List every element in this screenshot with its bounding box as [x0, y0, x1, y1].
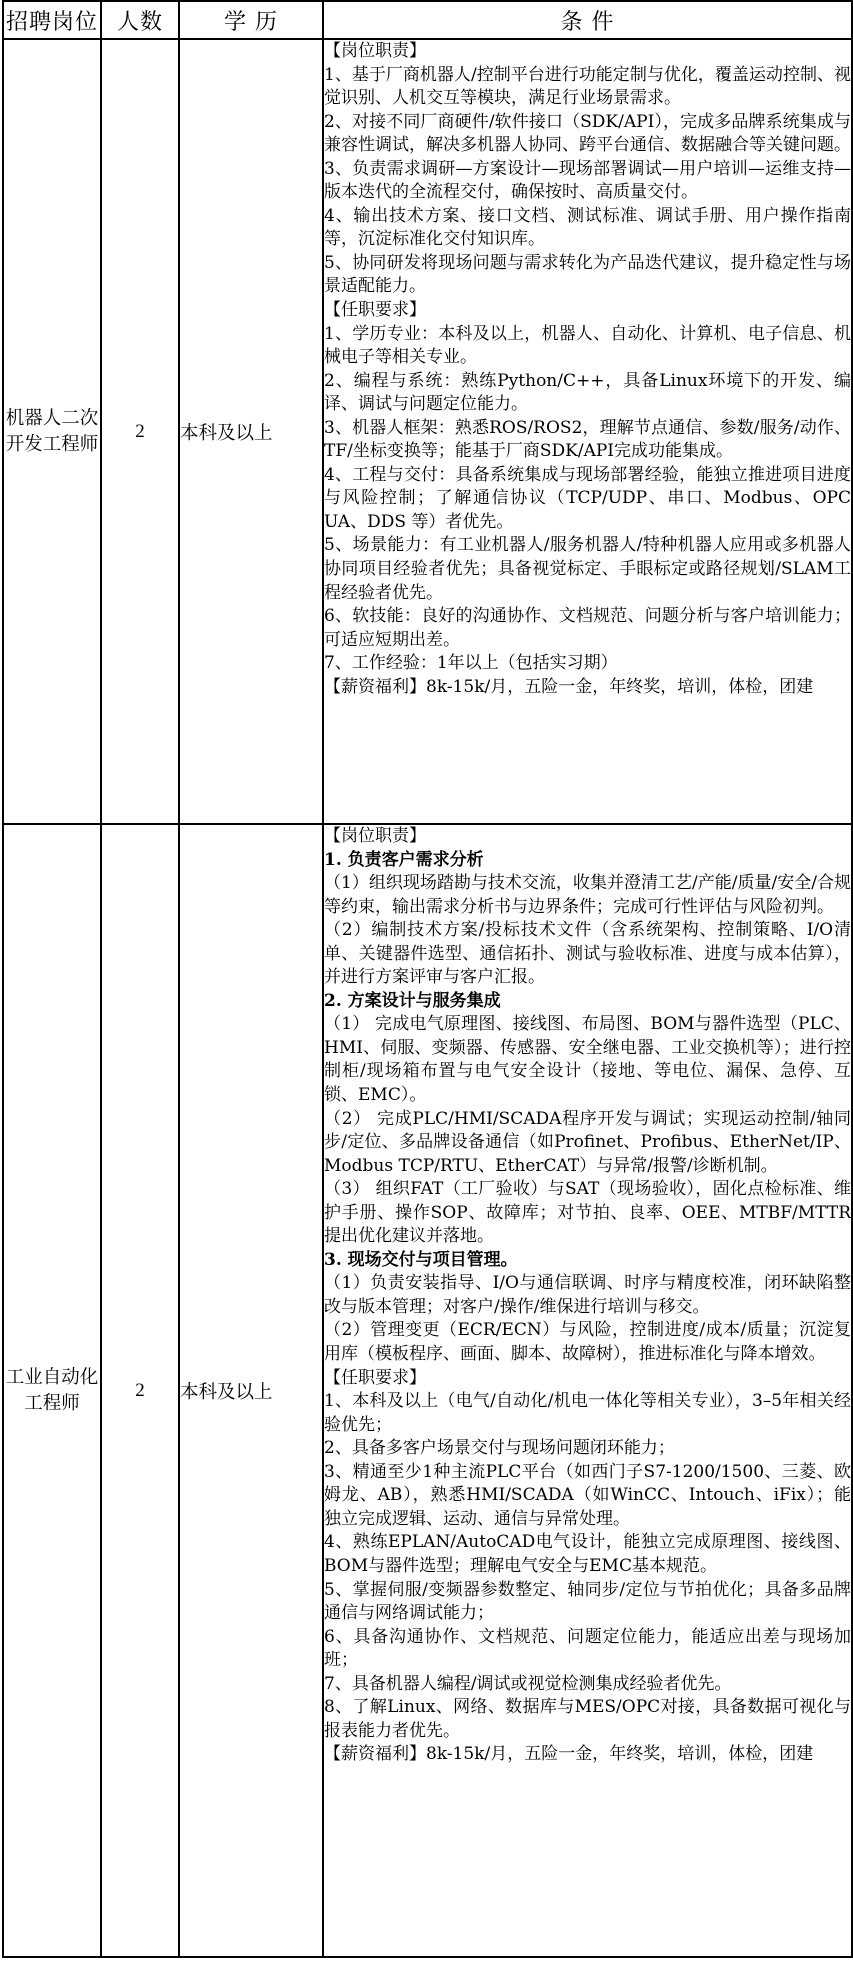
duty-item: 4、输出技术方案、接口文档、测试标准、调试手册、用户操作指南等，沉淀标准化交付知识库。 [324, 205, 851, 250]
job-education: 本科及以上 [179, 39, 323, 824]
job-conditions [323, 39, 852, 824]
section-heading: 【任职要求】 [324, 300, 426, 321]
subsection-heading: 3. 现场交付与项目管理。 [324, 1249, 518, 1270]
requirement-item: 3、精通至少1种主流PLC平台（如西门子S7-1200/1500、三菱、欧姆龙、AB），熟悉HMI/SCADA（如WinCC、Intouch、iFix）；能独立完成逻辑、运动、通信与异常处理。 [324, 1461, 851, 1529]
job-row-automation [3, 824, 852, 1957]
requirement-item: 7、工作经验：1年以上（包括实习期） [324, 653, 618, 674]
subsection-heading: 2. 方案设计与服务集成 [324, 990, 501, 1011]
duty-item: （2）编制技术方案/投标技术文件（含系统架构、控制策略、I/O清单、关键器件选型、通信拓扑、测试与验收标准、进度与成本估算），并进行方案评审与客户汇报。 [324, 920, 851, 988]
section-heading: 【任职要求】 [324, 1367, 426, 1388]
header-conditions: 条 件 [323, 1, 852, 39]
duty-item: 2、对接不同厂商硬件/软件接口（SDK/API），完成多品牌系统集成与兼容性调试，解决多机器人协同、跨平台通信、数据融合等关键问题。 [324, 111, 851, 156]
section-heading: 【岗位职责】 [324, 41, 426, 61]
duty-item: （2） 完成PLC/HMI/SCADA程序开发与调试；实现运动控制/轴同步/定位、多品牌设备通信（如Profinet、Profibus、EtherNet/IP、Modbus TCP/RTU、EtherCAT）与异常/报警/诊断机制。 [324, 1108, 851, 1176]
subsection-heading: 1. 负责客户需求分析 [324, 849, 484, 870]
job-conditions [323, 824, 852, 1957]
header-row [3, 1, 852, 39]
recruitment-table [2, 0, 853, 1958]
duty-item: （1）组织现场踏勘与技术交流，收集并澄清工艺/产能/质量/安全/合规等约束，输出需求分析书与边界条件；完成可行性评估与风险初判。 [324, 873, 851, 917]
job-title: 机器人二次开发工程师 [3, 39, 101, 824]
header-count: 人数 [101, 1, 179, 39]
job-count: 2 [101, 39, 179, 824]
requirement-item: 1、本科及以上（电气/自动化/机电一体化等相关专业），3–5年相关经验优先； [324, 1391, 851, 1435]
requirement-item: 4、工程与交付：具备系统集成与现场部署经验，能独立推进项目进度与风险控制；了解通信协议（TCP/UDP、串口、Modbus、OPC UA、DDS 等）者优先。 [324, 464, 851, 532]
requirement-item: 5、场景能力：有工业机器人/服务机器人/特种机器人应用或多机器人协同项目经验者优先；具备视觉标定、手眼标定或路径规划/SLAM工程经验者优先。 [324, 535, 851, 603]
requirement-item: 3、机器人框架：熟悉ROS/ROS2，理解节点通信、参数/服务/动作、TF/坐标变换等；能基于厂商SDK/API完成功能集成。 [324, 417, 851, 462]
requirement-item: 2、具备多客户场景交付与现场问题闭环能力； [324, 1438, 675, 1459]
duty-item: （2）管理变更（ECR/ECN）与风险，控制进度/成本/质量；沉淀复用库（模板程序、画面、脚本、故障树），推进标准化与降本增效。 [324, 1320, 851, 1365]
header-position: 招聘岗位 [3, 1, 101, 39]
requirement-item: 1、学历专业：本科及以上，机器人、自动化、计算机、电子信息、机械电子等相关专业。 [324, 323, 851, 368]
requirement-item: 5、掌握伺服/变频器参数整定、轴同步/定位与节拍优化；具备多品牌通信与网络调试能力； [324, 1579, 851, 1624]
duty-item: （3） 组织FAT（工厂验收）与SAT（现场验收），固化点检标准、维护手册、操作SOP、故障库；对节拍、良率、OEE、MTBF/MTTR提出优化建议并落地。 [324, 1179, 851, 1247]
job-education: 本科及以上 [179, 824, 323, 1957]
duty-item: （1）负责安装指导、I/O与通信联调、时序与精度校准，闭环缺陷整改与版本管理；对客户/操作/维保进行培训与移交。 [324, 1273, 851, 1317]
requirement-item: 6、具备沟通协作、文档规范、问题定位能力，能适应出差与现场加班； [324, 1626, 851, 1671]
requirement-item: 8、了解Linux、网络、数据库与MES/OPC对接，具备数据可视化与报表能力者优先。 [324, 1697, 851, 1741]
job-title: 工业自动化工程师 [3, 824, 101, 1957]
salary-benefits: 【薪资福利】8k-15k/月，五险一金，年终奖，培训，体检，团建 [324, 676, 814, 697]
requirement-item: 7、具备机器人编程/调试或视觉检测集成经验者优先。 [324, 1673, 732, 1694]
requirement-item: 2、编程与系统：熟练Python/C++，具备Linux环境下的开发、编译、调试与问题定位能力。 [324, 370, 851, 415]
duty-item: 5、协同研发将现场问题与需求转化为产品迭代建议，提升稳定性与场景适配能力。 [324, 252, 851, 297]
header-education: 学 历 [179, 1, 323, 39]
requirement-item: 4、熟练EPLAN/AutoCAD电气设计，能独立完成原理图、接线图、BOM与器件选型；理解电气安全与EMC基本规范。 [324, 1532, 851, 1576]
requirement-item: 6、软技能：良好的沟通协作、文档规范、问题分析与客户培训能力；可适应短期出差。 [324, 606, 851, 650]
duty-item: 1、基于厂商机器人/控制平台进行功能定制与优化，覆盖运动控制、视觉识别、人机交互等模块，满足行业场景需求。 [324, 64, 851, 109]
duty-item: （1） 完成电气原理图、接线图、布局图、BOM与器件选型（PLC、HMI、伺服、变频器、传感器、安全继电器、工业交换机等）；进行控制柜/现场箱布置与电气安全设计（接地、等电位、漏保、急停、互锁、EMC）。 [324, 1014, 851, 1106]
job-count: 2 [101, 824, 179, 1957]
duty-item: 3、负责需求调研—方案设计—现场部署调试—用户培训—运维支持—版本迭代的全流程交付，确保按时、高质量交付。 [324, 158, 851, 203]
section-heading: 【岗位职责】 [324, 826, 426, 846]
salary-benefits: 【薪资福利】8k-15k/月，五险一金，年终奖，培训，体检，团建 [324, 1744, 814, 1765]
job-row-robot [3, 39, 852, 824]
